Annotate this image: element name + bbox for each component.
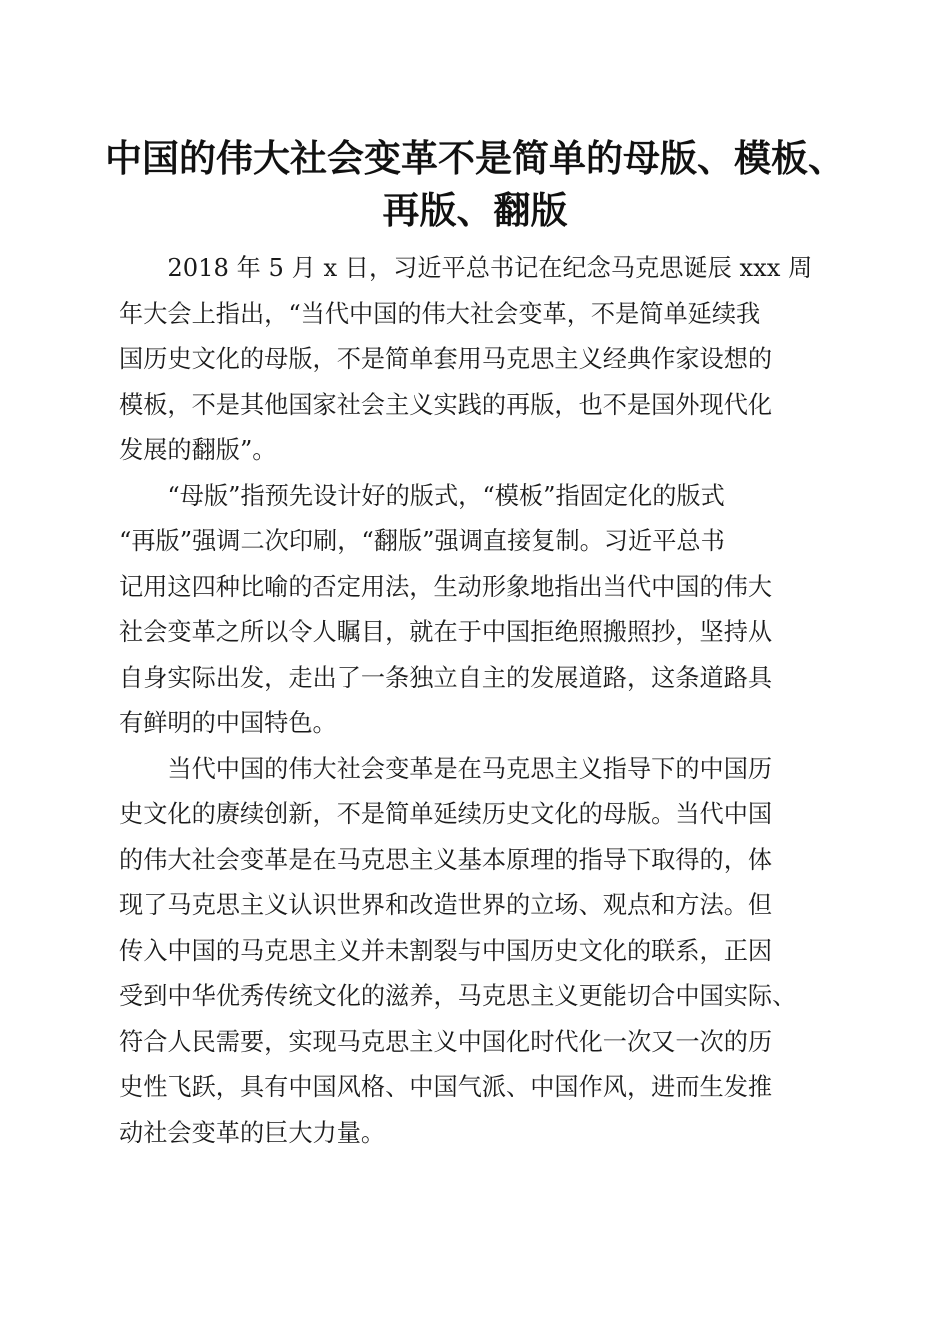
paragraph-line: 记用这四种比喻的否定用法，生动形象地指出当代中国的伟大: [119, 572, 773, 601]
paragraph-3: [119, 747, 834, 1157]
title-line-2: 再版、翻版: [382, 188, 568, 232]
paragraph-line: 现了马克思主义认识世界和改造世界的立场、观点和方法。但: [119, 891, 773, 919]
paragraph-line: 2018 年 5 月 x 日，习近平总书记在纪念马克思诞辰 xxx 周: [167, 254, 813, 282]
title-line-1: 中国的伟大社会变革不是简单的母版、模板、: [105, 136, 845, 180]
paragraph-line: 符合人民需要，实现马克思主义中国化时代化一次又一次的历: [119, 1027, 773, 1056]
paragraph-line: 社会变革之所以令人瞩目，就在于中国拒绝照搬照抄，坚持从: [119, 618, 773, 646]
paragraph-line: 传入中国的马克思主义并未割裂与中国历史文化的联系，正因: [119, 936, 773, 965]
paragraph-line: 史性飞跃，具有中国风格、中国气派、中国作风，进而生发推: [119, 1073, 773, 1101]
document-title: [100, 132, 850, 236]
paragraph-line: 动社会变革的巨大力量。: [119, 1118, 386, 1147]
paragraph-line: “母版”指预先设计好的版式，“模板”指固定化的版式: [167, 481, 725, 510]
paragraph-1: [119, 246, 834, 474]
paragraph-line: 年大会上指出，“当代中国的伟大社会变革，不是简单延续我: [119, 299, 761, 328]
paragraph-line: 发展的翻版”。: [119, 436, 277, 464]
paragraph-line: 史文化的赓续创新，不是简单延续历史文化的母版。当代中国: [119, 800, 773, 828]
paragraph-line: 当代中国的伟大社会变革是在马克思主义指导下的中国历: [167, 754, 773, 783]
paragraph-line: 模板，不是其他国家社会主义实践的再版，也不是国外现代化: [119, 390, 773, 419]
paragraph-line: 有鲜明的中国特色。: [119, 709, 337, 737]
paragraph-line: “再版”强调二次印刷，“翻版”强调直接复制。习近平总书: [119, 527, 725, 555]
paragraph-line: 国历史文化的母版，不是简单套用马克思主义经典作家设想的: [119, 345, 773, 373]
paragraph-line: 自身实际出发，走出了一条独立自主的发展道路，这条道路具: [119, 663, 773, 692]
document-body: [119, 246, 834, 1156]
paragraph-line: 受到中华优秀传统文化的滋养，马克思主义更能切合中国实际、: [119, 982, 797, 1010]
paragraph-2: [119, 474, 834, 747]
paragraph-line: 的伟大社会变革是在马克思主义基本原理的指导下取得的，体: [119, 845, 773, 874]
